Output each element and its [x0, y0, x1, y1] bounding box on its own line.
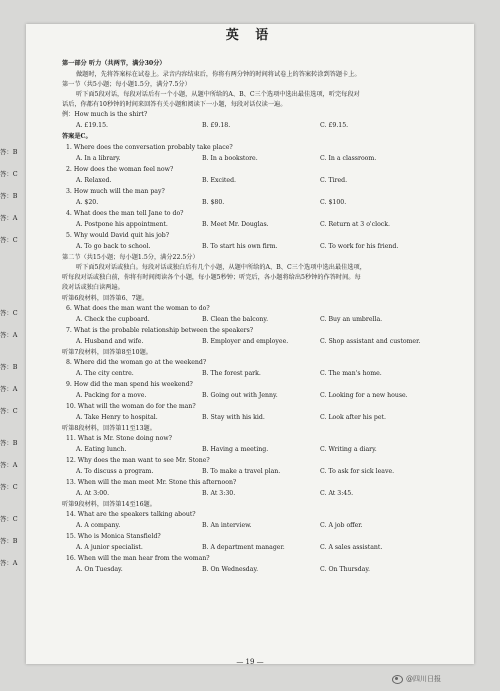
question-text: 3. How much will the man pay? — [66, 188, 165, 195]
group-intro: 听第8段材料，回答第11至13题。 — [62, 425, 156, 432]
option-b: B. To make a travel plan. — [202, 468, 281, 475]
answer-key: 答：C — [0, 483, 18, 491]
answer-key: 答：C — [0, 407, 18, 415]
example-option-b: B. £9.18. — [202, 122, 231, 129]
option-c: C. To ask for sick leave. — [320, 468, 395, 475]
answer-key: 答：B — [0, 537, 18, 545]
option-a: A. Take Henry to hospital. — [76, 414, 158, 421]
answer-key: 答：A — [0, 214, 18, 222]
option-b: B. A department manager. — [202, 544, 285, 551]
page-title: 英 语 — [225, 28, 275, 43]
option-c: C. Writing a diary. — [320, 446, 377, 453]
answer-key: 答：C — [0, 309, 18, 317]
option-b: B. To start his own firm. — [202, 243, 278, 250]
question-text: 8. Where did the woman go at the weekend? — [66, 359, 207, 366]
part-header: 第一部分 听力（共两节，满分30分） — [62, 60, 166, 67]
instruction-line: 做题时，先将答案标在试卷上。录音内容结束后，你将有两分钟的时间将试卷上的答案转涂到答题卡上。 — [76, 71, 361, 78]
option-a: A. On Tuesday. — [76, 566, 123, 573]
option-c: C. Look after his pet. — [320, 414, 386, 421]
option-b: B. In a bookstore. — [202, 155, 258, 162]
example-option-c: C. £9.15. — [320, 122, 349, 129]
option-b: B. At 3:30. — [202, 490, 236, 497]
option-c: C. A job offer. — [320, 522, 363, 529]
option-c: C. Shop assistant and customer. — [320, 338, 421, 345]
question-text: 14. What are the speakers talking about? — [66, 511, 196, 518]
answer-key: 答：A — [0, 461, 18, 469]
option-a: A. Postpone his appointment. — [76, 221, 168, 228]
option-c: C. To work for his friend. — [320, 243, 399, 250]
option-c: C. Buy an umbrella. — [320, 316, 383, 323]
example-question: 例：How much is the shirt? — [62, 111, 148, 118]
option-a: A. In a library. — [76, 155, 121, 162]
answer-key: 答：B — [0, 439, 18, 447]
option-c: C. A sales assistant. — [320, 544, 383, 551]
weibo-icon — [392, 675, 403, 684]
option-a: A. To go back to school. — [76, 243, 151, 250]
option-b: B. Meet Mr. Douglas. — [202, 221, 269, 228]
answer-key: 答：B — [0, 192, 18, 200]
option-a: A. $20. — [76, 199, 99, 206]
option-a: A. Check the cupboard. — [76, 316, 150, 323]
question-text: 5. Why would David quit his job? — [66, 232, 170, 239]
option-c: C. Tired. — [320, 177, 348, 184]
option-b: B. The forest park. — [202, 370, 261, 377]
group-intro: 听第7段材料，回答第8至10题。 — [62, 349, 152, 356]
question-text: 7. What is the probable relationship between the speakers? — [66, 327, 254, 334]
answer-key: 答：A — [0, 559, 18, 567]
option-c: C. On Thursday. — [320, 566, 370, 573]
option-a: A. Eating lunch. — [76, 446, 127, 453]
group-intro: 听第9段材料，回答第14至16题。 — [62, 501, 156, 508]
answer-key: 答：C — [0, 170, 18, 178]
option-b: B. Excited. — [202, 177, 237, 184]
option-b: B. $80. — [202, 199, 225, 206]
watermark — [392, 674, 441, 684]
instruction-line: 话后，你都有10秒钟的时间来回答有关小题和阅读下一小题，每段对话仅读一遍。 — [62, 101, 287, 108]
option-c: C. In a classroom. — [320, 155, 377, 162]
option-b: B. Employer and employee. — [202, 338, 289, 345]
option-b: B. On Wednesday. — [202, 566, 259, 573]
option-b: B. An interview. — [202, 522, 252, 529]
question-text: 10. What will the woman do for the man? — [66, 403, 196, 410]
question-text: 15. Who is Monica Stansfield? — [66, 533, 161, 540]
question-text: 11. What is Mr. Stone doing now? — [66, 435, 172, 442]
question-text: 12. Why does the man want to see Mr. Stone? — [66, 457, 210, 464]
instruction-line: 听每段对话或独白前，你将有时间阅读各个小题，每小题5秒钟；听完后，各小题将给出5秒钟的作答时间。每 — [62, 274, 361, 281]
option-a: A. A company. — [76, 522, 121, 529]
option-c: C. $100. — [320, 199, 347, 206]
option-a: A. Packing for a move. — [76, 392, 147, 399]
watermark-text: @四川日报 — [406, 675, 441, 683]
option-c: C. At 3:45. — [320, 490, 354, 497]
question-text: 6. What does the man want the woman to do? — [66, 305, 210, 312]
option-c: C. Looking for a new house. — [320, 392, 408, 399]
question-text: 9. How did the man spend his weekend? — [66, 381, 193, 388]
question-text: 2. How does the woman feel now? — [66, 166, 174, 173]
section-header: 第一节（共5小题；每小题1.5分，满分7.5分） — [62, 81, 191, 88]
instruction-line: 段对话或独白读两遍。 — [62, 284, 124, 291]
option-a: A. A junior specialist. — [76, 544, 143, 551]
option-a: A. To discuss a program. — [76, 468, 154, 475]
answer-key: 答：B — [0, 363, 18, 371]
question-text: 13. When will the man meet Mr. Stone this afternoon? — [66, 479, 237, 486]
question-text: 16. When will the man hear from the woman? — [66, 555, 210, 562]
option-c: C. The man's home. — [320, 370, 382, 377]
option-a: A. Husband and wife. — [76, 338, 144, 345]
example-option-a: A. £19.15. — [76, 122, 109, 129]
answer-key: 答：A — [0, 331, 18, 339]
example-answer: 答案是C。 — [62, 133, 92, 140]
question-text: 4. What does the man tell Jane to do? — [66, 210, 184, 217]
option-b: B. Clean the balcony. — [202, 316, 269, 323]
page-number: — 19 — — [236, 658, 264, 666]
option-b: B. Going out with Jenny. — [202, 392, 278, 399]
answer-key: 答：A — [0, 385, 18, 393]
option-a: A. Relaxed. — [76, 177, 112, 184]
option-b: B. Having a meeting. — [202, 446, 269, 453]
section-header: 第二节（共15小题；每小题1.5分，满分22.5分） — [62, 254, 199, 261]
question-text: 1. Where does the conversation probably take place? — [66, 144, 233, 151]
option-b: B. Stay with his kid. — [202, 414, 265, 421]
instruction-line: 听下面5段对话或独白。每段对话或独白后有几个小题，从题中所给的A、B、C三个选项中选出最佳选项， — [76, 264, 366, 271]
option-a: A. The city centre. — [76, 370, 134, 377]
group-intro: 听第6段材料，回答第6、7题。 — [62, 295, 149, 302]
option-a: A. At 3:00. — [76, 490, 110, 497]
answer-key: 答：C — [0, 515, 18, 523]
instruction-line: 听下面5段对话，每段对话后有一个小题，从题中所给的A、B、C三个选项中选出最佳选项，听完每段对 — [76, 91, 360, 98]
option-c: C. Return at 3 o'clock. — [320, 221, 390, 228]
answer-key: 答：B — [0, 148, 18, 156]
answer-key: 答：C — [0, 236, 18, 244]
